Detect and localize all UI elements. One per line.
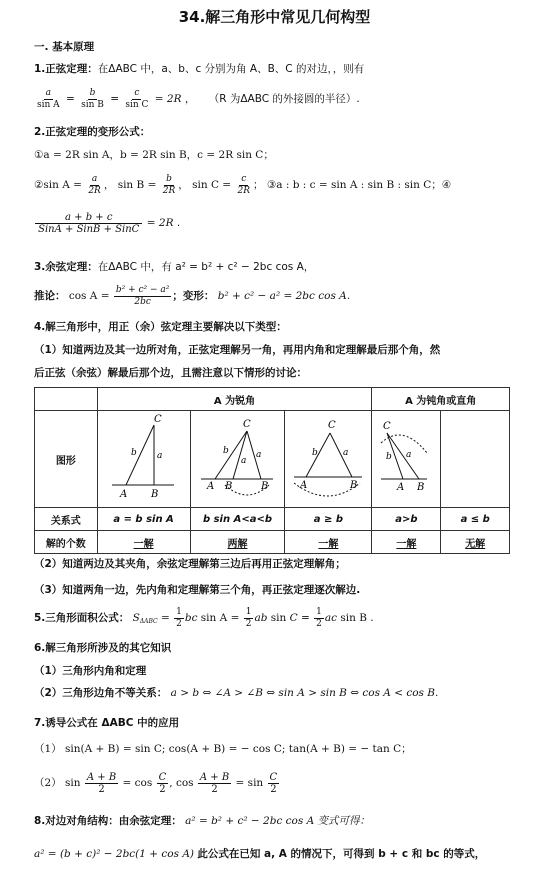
sine-variant-1: ①a = 2R sin A，b = 2R sin B，c = 2R sin C；	[34, 149, 274, 161]
row-label-count: 解的个数	[35, 531, 98, 554]
svg-text:b: b	[386, 451, 393, 462]
count-1: 一解	[97, 531, 190, 554]
svg-text:A: A	[207, 480, 215, 492]
opposite-side-structure	[34, 814, 370, 828]
figure-4	[372, 411, 441, 508]
type-3: （3）知道两角一边，先内角和定理解第三个角，再正弦定理逐次解边.	[34, 584, 361, 596]
header-acute: A 为锐角	[97, 388, 372, 411]
svg-text:b: b	[223, 445, 230, 456]
svg-text:A: A	[119, 488, 127, 500]
svg-text:C: C	[383, 420, 392, 432]
structure-result-text: 此公式在已知 a, A 的情况下，可得到 b + c 和 bc 的等式，	[197, 848, 486, 860]
type-1-line-2: 后正弦（余弦）解最后那个边，且需注意以下情形的讨论：	[34, 367, 307, 379]
sine-law-formula: $\frac{a}{\text{sin A}}$ = $\frac{b}{\text{sin B}}$ = $\frac{c}{\text{sin C}}$ = 2R ， （R 为ΔABC 的外接圆的半径）.	[37, 87, 360, 110]
relation-3: a ≥ b	[285, 508, 372, 531]
svg-text:B: B	[350, 479, 358, 491]
svg-text:a: a	[343, 447, 349, 458]
svg-text:B: B	[261, 480, 269, 492]
inequality-label: （2）三角形边角不等关系：	[34, 687, 168, 699]
induction-1: （1） sin(A + B) = sin C; cos(A + B) = − cos C; tan(A + B) = − tan C；	[34, 743, 412, 755]
transform-label: ；变形：	[172, 290, 215, 302]
svg-text:C: C	[153, 413, 162, 425]
sine-law-text: 在ΔABC 中，a、b、c 分别为角 A、B、C 的对边，，则有	[97, 63, 365, 75]
row-label-figure: 图形	[35, 411, 98, 508]
structure-label: 8.对边对角结构：由余弦定理：	[34, 815, 182, 827]
svg-text:b: b	[312, 447, 319, 458]
induction-2: （2） sin $\frac{A + B}{2}$ = cos $\frac{C}{2}$ , cos $\frac{A + B}{2}$ = sin $\frac{C}{2}$	[34, 771, 278, 795]
count-3: 一解	[285, 531, 372, 554]
case-table	[34, 387, 510, 554]
sine-law-label: 1.正弦定理：	[34, 63, 98, 75]
area-label: 5.三角形面积公式：	[34, 612, 130, 624]
sine-variant-4: $\frac{a + b + c}{\text{SinA + SinB + SinC}}$ = 2R .	[34, 208, 180, 238]
relation-5: a ≤ b	[441, 508, 510, 531]
induction-heading: 7.诱导公式在 ΔABC 中的应用	[34, 717, 180, 729]
svg-text:A: A	[397, 481, 405, 493]
svg-text:A: A	[300, 479, 308, 491]
other-knowledge-heading: 6.解三角形所涉及的其它知识	[34, 642, 172, 654]
svg-text:C: C	[328, 419, 337, 431]
type-2: （2）知道两边及其夹角，余弦定理解第三边后再用正弦定理解角；	[34, 558, 346, 570]
row-label-relation: 关系式	[35, 508, 98, 531]
svg-text:a: a	[156, 450, 162, 461]
count-4: 一解	[372, 531, 441, 554]
figure-5-empty	[441, 411, 510, 508]
page-title: 34.解三角形中常见几何构型	[178, 8, 371, 26]
figure-3	[285, 411, 372, 508]
svg-text:a: a	[256, 449, 262, 460]
relation-1: a = b sin A	[97, 508, 190, 531]
sine-law-paragraph	[34, 62, 364, 76]
section-heading: 一. 基本原理	[34, 41, 95, 53]
sine-variant-3: ③a : b : c = sin A : sin B : sin C；④	[266, 179, 452, 191]
corollary-label: 推论：	[34, 290, 66, 302]
svg-text:a: a	[241, 455, 247, 466]
header-obtuse: A 为钝角或直角	[372, 388, 510, 411]
figure-1	[97, 411, 190, 508]
cosine-corollary: 推论： cos A = $\frac{\text{b² + c² − a²}}{2bc}$ ；变形： b² + c² − a² = 2bc cos A.	[34, 284, 351, 307]
cosine-law-paragraph	[34, 260, 314, 274]
count-2: 两解	[190, 531, 285, 554]
side-angle-inequality	[34, 686, 438, 700]
induction-1-formula: (A + B) = sin C; cos(A + B) = − cos C; tan(A + B) = − tan C；	[80, 743, 412, 755]
figure-2	[190, 411, 285, 508]
svg-text:B: B	[417, 481, 425, 493]
svg-text:B: B	[150, 488, 158, 500]
count-5: 无解	[441, 531, 510, 554]
angle-sum-theorem: （1）三角形内角和定理	[34, 665, 147, 677]
type-1-line-1: （1）知道两边及其一边所对角，正弦定理解另一角，再用内角和定理解最后那个角，然	[34, 344, 441, 356]
relation-4: a>b	[372, 508, 441, 531]
inequality-formula: a > b ⇔ ∠A > ∠B ⇔ sin A > sin B ⇔ cos A < cos B.	[170, 687, 439, 699]
sine-law-note: （R 为ΔABC 的外接圆的半径）.	[208, 93, 360, 105]
relation-2: b sin A<a<b	[190, 508, 285, 531]
cosine-law-text: 在ΔABC 中，有 a² = b² + c² − 2bc cos A，	[97, 261, 315, 273]
transform-formula: b² + c² − a² = 2bc cos A.	[217, 290, 351, 302]
svg-text:C: C	[243, 418, 252, 430]
sine-variant-heading: 2.正弦定理的变形公式：	[34, 126, 151, 138]
sine-variant-2: ②sin A = $\frac{a}{2R}$ ， sin B = $\frac{b}{2R}$ ， sin C = $\frac{c}{2R}$ ； ③a : b : c = sin A : sin B : sin C；④	[34, 173, 452, 196]
svg-text:b: b	[130, 447, 137, 458]
area-formula: 5.三角形面积公式： $S_{\Delta ABC}$ = $\frac{1}{2}$ bc sin A = $\frac{1}{2}$ ab sin C = $\frac{1}{2}$ ac sin B .	[34, 606, 374, 629]
cosine-law-label: 3.余弦定理：	[34, 261, 98, 273]
types-heading: 4.解三角形中，用正（余）弦定理主要解决以下类型：	[34, 321, 287, 333]
svg-text:B: B	[225, 480, 233, 492]
structure-result: a² = (b + c)² − 2bc(1 + cos A) 此公式在已知 a, A 的情况下，可得到 b + c 和 bc 的等式，	[34, 848, 486, 860]
structure-formula: a² = b² + c² − 2bc cos A 变式可得：	[185, 815, 371, 827]
svg-text:a: a	[406, 449, 412, 460]
